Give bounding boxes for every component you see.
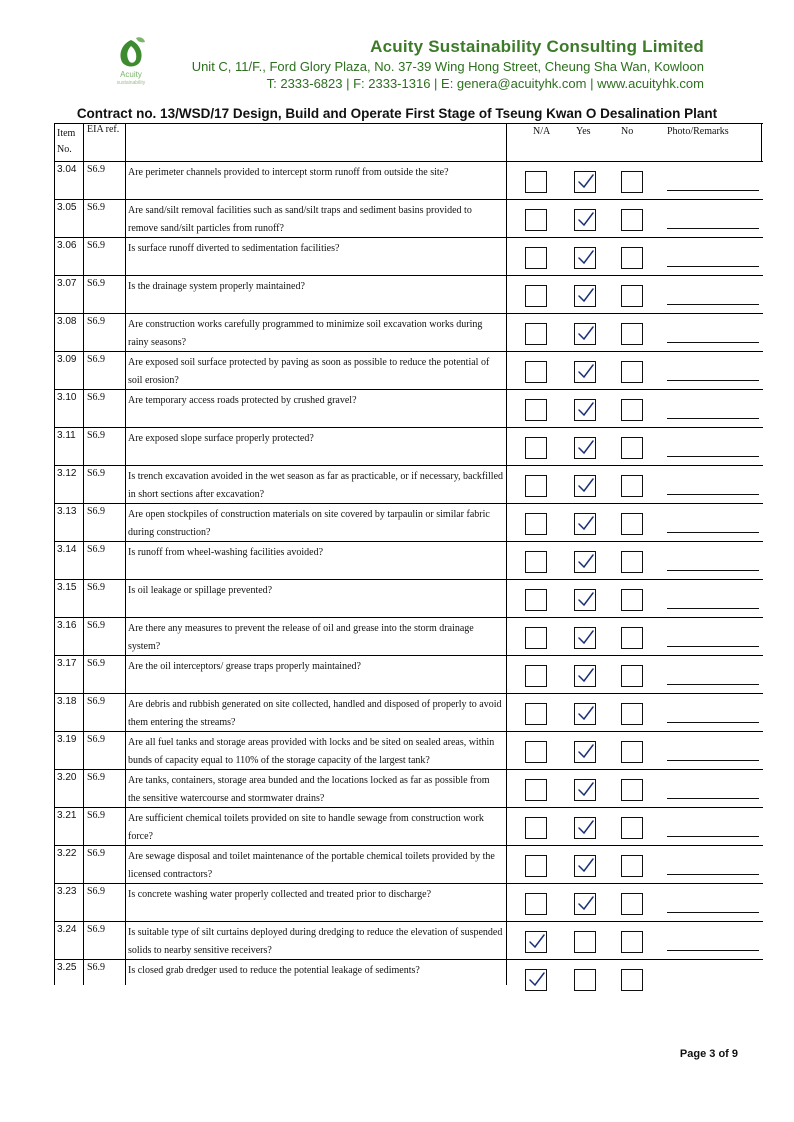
yes-checkbox[interactable] bbox=[574, 513, 596, 535]
no-checkbox[interactable] bbox=[621, 855, 643, 877]
question-text: Are open stockpiles of construction materials on site covered by tarpaulin or similar fabric during construction? bbox=[128, 509, 490, 538]
remarks-line[interactable] bbox=[667, 304, 759, 305]
remarks-line[interactable] bbox=[667, 532, 759, 533]
na-checkbox[interactable] bbox=[525, 931, 547, 953]
header-item: Item No. bbox=[57, 128, 76, 155]
remarks-line[interactable] bbox=[667, 342, 759, 343]
check-mark-icon bbox=[576, 514, 596, 534]
check-mark-icon bbox=[576, 552, 596, 572]
remarks-line[interactable] bbox=[667, 456, 759, 457]
remarks-line[interactable] bbox=[667, 874, 759, 875]
item-number: 3.09 bbox=[57, 354, 77, 365]
item-number: 3.18 bbox=[57, 696, 77, 707]
remarks-line[interactable] bbox=[667, 722, 759, 723]
na-checkbox[interactable] bbox=[525, 171, 547, 193]
item-number: 3.21 bbox=[57, 810, 77, 821]
no-checkbox[interactable] bbox=[621, 399, 643, 421]
check-mark-icon bbox=[527, 970, 547, 990]
remarks-line[interactable] bbox=[667, 570, 759, 571]
na-checkbox[interactable] bbox=[525, 665, 547, 687]
question-text: Are sewage disposal and toilet maintenance of the portable chemical toilets provided by the licensed contractors? bbox=[128, 851, 495, 880]
check-mark-icon bbox=[576, 286, 596, 306]
item-number: 3.23 bbox=[57, 886, 77, 897]
na-checkbox[interactable] bbox=[525, 855, 547, 877]
check-mark-icon bbox=[576, 248, 596, 268]
table-row bbox=[55, 922, 763, 960]
na-checkbox[interactable] bbox=[525, 741, 547, 763]
yes-checkbox[interactable] bbox=[574, 703, 596, 725]
table-row bbox=[55, 656, 763, 694]
check-mark-icon bbox=[576, 324, 596, 344]
yes-checkbox[interactable] bbox=[574, 779, 596, 801]
table-row bbox=[55, 314, 763, 352]
yes-checkbox[interactable] bbox=[574, 817, 596, 839]
yes-checkbox[interactable] bbox=[574, 627, 596, 649]
remarks-line[interactable] bbox=[667, 608, 759, 609]
no-checkbox[interactable] bbox=[621, 513, 643, 535]
table-row bbox=[55, 390, 763, 428]
eia-ref: S6.9 bbox=[87, 240, 106, 251]
na-checkbox[interactable] bbox=[525, 285, 547, 307]
question-text: Are exposed soil surface protected by paving as soon as possible to reduce the potential of soil erosion? bbox=[128, 357, 490, 386]
eia-ref: S6.9 bbox=[87, 278, 106, 289]
eia-ref: S6.9 bbox=[87, 962, 106, 973]
check-mark-icon bbox=[576, 590, 596, 610]
header-remarks: Photo/Remarks bbox=[667, 126, 729, 137]
eia-ref: S6.9 bbox=[87, 164, 106, 175]
check-mark-icon bbox=[576, 780, 596, 800]
question-text: Is the drainage system properly maintained? bbox=[128, 281, 305, 292]
remarks-line[interactable] bbox=[667, 950, 759, 951]
no-checkbox[interactable] bbox=[621, 627, 643, 649]
remarks-line[interactable] bbox=[667, 836, 759, 837]
eia-ref: S6.9 bbox=[87, 354, 106, 365]
item-number: 3.06 bbox=[57, 240, 77, 251]
question-text: Are debris and rubbish generated on site collected, handled and disposed of properly to avoid them entering the streams? bbox=[128, 699, 502, 728]
eia-ref: S6.9 bbox=[87, 924, 106, 935]
item-number: 3.05 bbox=[57, 202, 77, 213]
item-number: 3.25 bbox=[57, 962, 77, 973]
check-mark-icon bbox=[576, 172, 596, 192]
no-checkbox[interactable] bbox=[621, 665, 643, 687]
na-checkbox[interactable] bbox=[525, 969, 547, 991]
yes-checkbox[interactable] bbox=[574, 171, 596, 193]
table-row bbox=[55, 200, 763, 238]
remarks-line[interactable] bbox=[667, 684, 759, 685]
contract-title: Contract no. 13/WSD/17 Design, Build and Operate First Stage of Tseung Kwan O Desalination Plant bbox=[76, 106, 718, 121]
item-number: 3.16 bbox=[57, 620, 77, 631]
na-checkbox[interactable] bbox=[525, 437, 547, 459]
check-mark-icon bbox=[576, 628, 596, 648]
check-mark-icon bbox=[576, 818, 596, 838]
yes-checkbox[interactable] bbox=[574, 931, 596, 953]
question-text: Is closed grab dredger used to reduce the potential leakage of sediments? bbox=[128, 965, 420, 976]
check-mark-icon bbox=[576, 400, 596, 420]
table-row bbox=[55, 352, 763, 390]
company-address: Unit C, 11/F., Ford Glory Plaza, No. 37-39 Wing Hong Street, Cheung Sha Wan, Kowloon bbox=[191, 59, 704, 74]
no-checkbox[interactable] bbox=[621, 361, 643, 383]
yes-checkbox[interactable] bbox=[574, 665, 596, 687]
question-text: Are all fuel tanks and storage areas provided with locks and be sited on sealed areas, within bunds of capacity equal to 110% of the storage capacity of the largest tank? bbox=[128, 737, 495, 766]
eia-ref: S6.9 bbox=[87, 658, 106, 669]
item-number: 3.20 bbox=[57, 772, 77, 783]
table-row bbox=[55, 504, 763, 542]
item-number: 3.14 bbox=[57, 544, 77, 555]
company-contact: T: 2333-6823 | F: 2333-1316 | E: genera@acuityhk.com | www.acuityhk.com bbox=[266, 76, 704, 91]
check-mark-icon bbox=[576, 856, 596, 876]
na-checkbox[interactable] bbox=[525, 589, 547, 611]
check-mark-icon bbox=[576, 894, 596, 914]
eia-ref: S6.9 bbox=[87, 316, 106, 327]
item-number: 3.24 bbox=[57, 924, 77, 935]
no-checkbox[interactable] bbox=[621, 741, 643, 763]
question-text: Are sufficient chemical toilets provided on site to handle sewage from construction work force? bbox=[128, 813, 484, 842]
no-checkbox[interactable] bbox=[621, 247, 643, 269]
check-mark-icon bbox=[527, 932, 547, 952]
eia-ref: S6.9 bbox=[87, 734, 106, 745]
question-text: Is suitable type of silt curtains deployed during dredging to reduce the elevation of suspended solids to nearby sensitive receivers? bbox=[128, 927, 503, 956]
no-checkbox[interactable] bbox=[621, 817, 643, 839]
table-row bbox=[55, 846, 763, 884]
table-row bbox=[55, 238, 763, 276]
check-mark-icon bbox=[576, 210, 596, 230]
yes-checkbox[interactable] bbox=[574, 969, 596, 991]
yes-checkbox[interactable] bbox=[574, 399, 596, 421]
eia-ref: S6.9 bbox=[87, 810, 106, 821]
item-number: 3.04 bbox=[57, 164, 77, 175]
table-row bbox=[55, 884, 763, 922]
yes-checkbox[interactable] bbox=[574, 323, 596, 345]
na-checkbox[interactable] bbox=[525, 779, 547, 801]
yes-checkbox[interactable] bbox=[574, 551, 596, 573]
eia-ref: S6.9 bbox=[87, 430, 106, 441]
table-header-row bbox=[55, 124, 763, 162]
eia-ref: S6.9 bbox=[87, 848, 106, 859]
yes-checkbox[interactable] bbox=[574, 741, 596, 763]
company-name: Acuity Sustainability Consulting Limited bbox=[370, 37, 704, 56]
logo-tagline: sustainability bbox=[116, 80, 146, 86]
table-row bbox=[55, 770, 763, 808]
eia-ref: S6.9 bbox=[87, 620, 106, 631]
no-checkbox[interactable] bbox=[621, 551, 643, 573]
question-text: Are sand/silt removal facilities such as sand/silt traps and sediment basins provided to remove sand/silt particles from runoff? bbox=[128, 205, 472, 234]
yes-checkbox[interactable] bbox=[574, 285, 596, 307]
eia-ref: S6.9 bbox=[87, 392, 106, 403]
yes-checkbox[interactable] bbox=[574, 893, 596, 915]
eia-ref: S6.9 bbox=[87, 468, 106, 479]
table-row bbox=[55, 428, 763, 466]
no-checkbox[interactable] bbox=[621, 589, 643, 611]
logo-wordmark: Acuity bbox=[120, 70, 142, 79]
question-text: Is trench excavation avoided in the wet season as far as practicable, or if necessary, backfilled in short sections after excavation? bbox=[128, 471, 504, 500]
item-number: 3.22 bbox=[57, 848, 77, 859]
table-row bbox=[55, 466, 763, 504]
item-number: 3.10 bbox=[57, 392, 77, 403]
na-checkbox[interactable] bbox=[525, 893, 547, 915]
header-eia: EIA ref. bbox=[87, 124, 120, 135]
remarks-line[interactable] bbox=[667, 494, 759, 495]
question-text: Are the oil interceptors/ grease traps properly maintained? bbox=[128, 661, 361, 672]
table-row bbox=[55, 276, 763, 314]
eia-ref: S6.9 bbox=[87, 772, 106, 783]
remarks-line[interactable] bbox=[667, 418, 759, 419]
yes-checkbox[interactable] bbox=[574, 437, 596, 459]
table-row bbox=[55, 162, 763, 200]
na-checkbox[interactable] bbox=[525, 323, 547, 345]
table-row bbox=[55, 960, 763, 985]
no-checkbox[interactable] bbox=[621, 171, 643, 193]
remarks-line[interactable] bbox=[667, 190, 759, 191]
eia-ref: S6.9 bbox=[87, 202, 106, 213]
check-mark-icon bbox=[576, 704, 596, 724]
question-text: Are tanks, containers, storage area bunded and the locations locked as far as possible from the sensitive watercourse and stormwater drains? bbox=[128, 775, 490, 804]
table-row bbox=[55, 580, 763, 618]
remarks-line[interactable] bbox=[667, 760, 759, 761]
check-mark-icon bbox=[576, 362, 596, 382]
yes-checkbox[interactable] bbox=[574, 209, 596, 231]
na-checkbox[interactable] bbox=[525, 703, 547, 725]
yes-checkbox[interactable] bbox=[574, 855, 596, 877]
header-no: No bbox=[621, 126, 634, 137]
check-mark-icon bbox=[576, 476, 596, 496]
no-checkbox[interactable] bbox=[621, 893, 643, 915]
eia-ref: S6.9 bbox=[87, 582, 106, 593]
item-number: 3.07 bbox=[57, 278, 77, 289]
na-checkbox[interactable] bbox=[525, 817, 547, 839]
item-number: 3.15 bbox=[57, 582, 77, 593]
table-row bbox=[55, 694, 763, 732]
no-checkbox[interactable] bbox=[621, 437, 643, 459]
na-checkbox[interactable] bbox=[525, 551, 547, 573]
remarks-line[interactable] bbox=[667, 266, 759, 267]
no-checkbox[interactable] bbox=[621, 323, 643, 345]
question-text: Are there any measures to prevent the release of oil and grease into the storm drainage system? bbox=[128, 623, 474, 652]
no-checkbox[interactable] bbox=[621, 703, 643, 725]
na-checkbox[interactable] bbox=[525, 627, 547, 649]
question-text: Are exposed slope surface properly protected? bbox=[128, 433, 314, 444]
header-yes: Yes bbox=[576, 126, 591, 137]
no-checkbox[interactable] bbox=[621, 475, 643, 497]
question-text: Is oil leakage or spillage prevented? bbox=[128, 585, 273, 596]
item-number: 3.19 bbox=[57, 734, 77, 745]
no-checkbox[interactable] bbox=[621, 969, 643, 991]
no-checkbox[interactable] bbox=[621, 209, 643, 231]
yes-checkbox[interactable] bbox=[574, 475, 596, 497]
na-checkbox[interactable] bbox=[525, 247, 547, 269]
checklist-table bbox=[54, 123, 763, 985]
na-checkbox[interactable] bbox=[525, 513, 547, 535]
remarks-line[interactable] bbox=[667, 228, 759, 229]
company-header bbox=[192, 37, 704, 91]
header-na: N/A bbox=[533, 126, 551, 137]
question-text: Are perimeter channels provided to intercept storm runoff from outside the site? bbox=[128, 167, 449, 178]
remarks-line[interactable] bbox=[667, 380, 759, 381]
table-row bbox=[55, 732, 763, 770]
question-text: Are construction works carefully programmed to minimize soil excavation works during rainy seasons? bbox=[128, 319, 483, 348]
remarks-line[interactable] bbox=[667, 798, 759, 799]
na-checkbox[interactable] bbox=[525, 209, 547, 231]
table-row bbox=[55, 618, 763, 656]
remarks-line[interactable] bbox=[667, 912, 759, 913]
item-number: 3.08 bbox=[57, 316, 77, 327]
yes-checkbox[interactable] bbox=[574, 589, 596, 611]
na-checkbox[interactable] bbox=[525, 399, 547, 421]
eia-ref: S6.9 bbox=[87, 506, 106, 517]
na-checkbox[interactable] bbox=[525, 361, 547, 383]
page-number: Page 3 of 9 bbox=[679, 1048, 738, 1060]
check-mark-icon bbox=[576, 742, 596, 762]
eia-ref: S6.9 bbox=[87, 696, 106, 707]
question-text: Is runoff from wheel-washing facilities avoided? bbox=[128, 547, 324, 558]
yes-checkbox[interactable] bbox=[574, 361, 596, 383]
item-number: 3.12 bbox=[57, 468, 77, 479]
na-checkbox[interactable] bbox=[525, 475, 547, 497]
eia-ref: S6.9 bbox=[87, 886, 106, 897]
item-number: 3.17 bbox=[57, 658, 77, 669]
no-checkbox[interactable] bbox=[621, 931, 643, 953]
question-text: Is surface runoff diverted to sedimentation facilities? bbox=[128, 243, 340, 254]
question-text: Is concrete washing water properly collected and treated prior to discharge? bbox=[128, 889, 432, 900]
question-text: Are temporary access roads protected by crushed gravel? bbox=[128, 395, 357, 406]
table-row bbox=[55, 808, 763, 846]
table-row bbox=[55, 542, 763, 580]
item-number: 3.11 bbox=[57, 430, 76, 441]
check-mark-icon bbox=[576, 438, 596, 458]
no-checkbox[interactable] bbox=[621, 285, 643, 307]
eia-ref: S6.9 bbox=[87, 544, 106, 555]
yes-checkbox[interactable] bbox=[574, 247, 596, 269]
no-checkbox[interactable] bbox=[621, 779, 643, 801]
item-number: 3.13 bbox=[57, 506, 77, 517]
check-mark-icon bbox=[576, 666, 596, 686]
remarks-line[interactable] bbox=[667, 646, 759, 647]
